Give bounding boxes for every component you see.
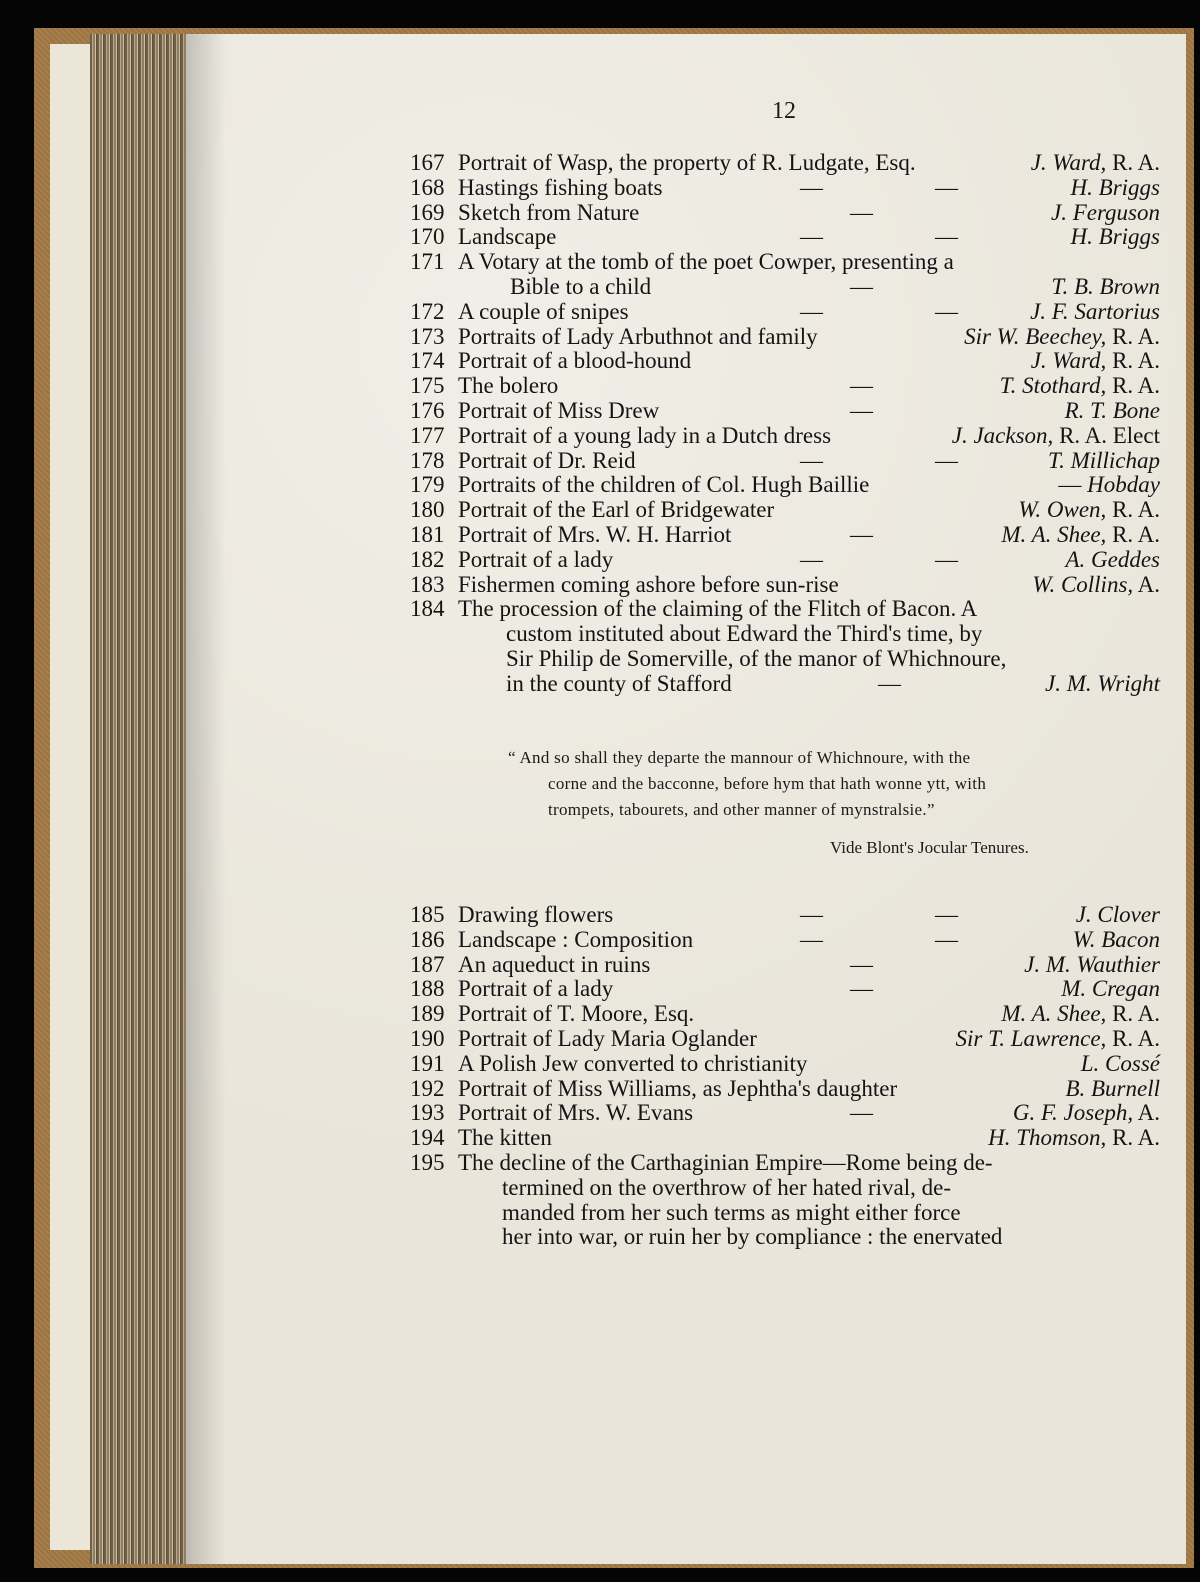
artist-suffix: R. A. <box>1106 497 1160 523</box>
entry-number: 185 <box>410 902 445 927</box>
entry-title: Hastings fishing boats <box>458 174 663 200</box>
dash-leader: — <box>935 447 958 473</box>
dash-leader: — <box>800 447 823 473</box>
artist-name: H. Briggs <box>1070 174 1160 200</box>
entry-number: 177 <box>410 422 445 448</box>
artist-name: J. Jackson, <box>951 422 1054 448</box>
entry-number: 173 <box>410 323 445 349</box>
entry-title: Portrait of Mrs. W. H. Harriot <box>458 522 732 547</box>
catalogue-entry <box>410 1100 1160 1126</box>
entry-artist <box>1032 572 1160 598</box>
entry-artist <box>1065 547 1160 573</box>
dash-leader: — <box>850 398 873 423</box>
entry-artist <box>1076 902 1160 928</box>
entry-artist <box>1071 224 1160 250</box>
entry-number: 170 <box>410 224 445 250</box>
artist-suffix: R. A. <box>1106 323 1160 349</box>
entry-artist <box>1000 373 1160 399</box>
page-number: 12 <box>772 98 796 124</box>
entry-continuation-line: custom instituted about Edward the Third's time, by <box>506 621 983 647</box>
entry-title: Portraits of the children of Col. Hugh Baillie <box>458 472 870 498</box>
entry-title: Portrait of the Earl of Bridgewater <box>458 497 775 523</box>
catalogue-entry <box>410 1051 1160 1077</box>
entry-title: The bolero <box>458 373 559 399</box>
entry-artist <box>952 423 1160 449</box>
catalogue-entry <box>410 224 1160 250</box>
catalogue-entry <box>410 175 1160 201</box>
entry-number: 167 <box>410 150 445 175</box>
dash-leader: — <box>878 670 901 696</box>
entry-number: 181 <box>410 522 445 547</box>
entry-number: 192 <box>410 1075 445 1101</box>
artist-suffix: R. A. Elect <box>1053 422 1160 448</box>
artist-name: T. Millichap <box>1047 447 1160 473</box>
dash-leader: — <box>850 373 873 399</box>
entry-artist <box>1031 150 1160 176</box>
catalogue-entry <box>410 299 1160 325</box>
catalogue-entry <box>410 952 1160 978</box>
artist-name: W. Bacon <box>1072 926 1160 952</box>
entry-title: A Votary at the tomb of the poet Cowper, presenting a <box>458 249 954 275</box>
entry-title: A Polish Jew converted to christianity <box>458 1050 808 1076</box>
catalogue-entry <box>410 1150 1160 1176</box>
dash-leader: — <box>850 1100 873 1126</box>
dash-leader: — <box>800 224 823 250</box>
entry-number: 174 <box>410 348 445 374</box>
catalogue-entry <box>410 1125 1160 1151</box>
entry-number: 175 <box>410 373 445 399</box>
entry-artist <box>1001 522 1160 548</box>
dash-leader: — <box>935 174 958 200</box>
artist-name: J. Ward, <box>1030 150 1107 175</box>
entry-number: 183 <box>410 571 445 597</box>
entry-continuation-line: manded from her such terms as might either force <box>502 1199 961 1225</box>
dash-leader: — <box>850 199 873 225</box>
entry-artist <box>1065 398 1160 424</box>
entry-artist <box>1048 448 1160 474</box>
entry-number: 168 <box>410 174 445 200</box>
catalogue-entry <box>410 472 1160 498</box>
entry-title: Fishermen coming ashore before sun-rise <box>458 571 839 597</box>
entry-artist <box>1073 927 1160 953</box>
entry-number: 182 <box>410 546 445 572</box>
artist-name: J. Ferguson <box>1050 199 1160 225</box>
artist-suffix: A. <box>1133 1100 1160 1126</box>
catalogue-entry <box>410 423 1160 449</box>
entry-number: 169 <box>410 199 445 225</box>
entry-artist <box>1001 1001 1160 1027</box>
catalogue-entry <box>410 1026 1160 1052</box>
entry-artist <box>1051 274 1160 300</box>
catalogue-entry <box>410 497 1160 523</box>
catalogue-entry <box>410 1076 1160 1102</box>
catalogue-entry <box>410 902 1160 928</box>
entry-artist <box>1013 1100 1160 1126</box>
artist-name: M. Cregan <box>1061 976 1160 1002</box>
entry-artist <box>1051 200 1160 226</box>
artist-name: J. M. Wauthier <box>1024 951 1160 977</box>
artist-suffix: A. <box>1133 571 1160 597</box>
entry-artist <box>1065 1076 1160 1102</box>
entry-number: 193 <box>410 1100 445 1126</box>
quote-line: “ And so shall they departe the mannour of Whichnoure, with the <box>508 748 971 767</box>
catalogue-entry <box>410 324 1160 350</box>
artist-suffix: R. A. <box>1106 522 1160 547</box>
entry-title: A couple of snipes <box>458 298 629 324</box>
catalogue-entry <box>410 596 1160 622</box>
dash-leader: — <box>800 926 823 952</box>
entry-number: 184 <box>410 596 445 622</box>
entry-continuation-line: Sir Philip de Somerville, of the manor of Whichnoure, <box>506 646 1007 671</box>
artist-name: Hobday <box>1087 472 1160 498</box>
artist-name: W. Owen, <box>1018 497 1107 523</box>
entry-title: The kitten <box>458 1125 552 1151</box>
artist-prefix: — <box>1058 472 1088 498</box>
entry-number: 186 <box>410 926 445 952</box>
entry-number: 188 <box>410 976 445 1002</box>
quote-line: corne and the bacconne, before hym that hath wonne ytt, with <box>548 774 987 793</box>
dash-leader: — <box>935 926 958 952</box>
artist-suffix: R. A. <box>1106 1001 1160 1027</box>
entry-artist: J. M. Wright <box>1045 670 1160 696</box>
artist-name: L. Cossé <box>1080 1050 1160 1076</box>
entry-title: The procession of the claiming of the Flitch of Bacon. A <box>458 596 978 622</box>
entry-artist <box>1024 952 1160 978</box>
dash-leader: — <box>800 546 823 572</box>
dash-leader: — <box>800 902 823 927</box>
artist-name: M. A. Shee, <box>1001 1001 1107 1027</box>
catalogue-entry <box>410 976 1160 1002</box>
entry-number: 187 <box>410 951 445 977</box>
entry-title: Portrait of Lady Maria Oglander <box>458 1026 757 1051</box>
dash-leader: — <box>800 298 823 324</box>
artist-name: Sir W. Beechey, <box>964 323 1107 349</box>
dash-leader: — <box>850 951 873 977</box>
dash-leader: — <box>935 224 958 250</box>
entry-title: Portrait of Dr. Reid <box>458 447 636 473</box>
page-gutter-shadow <box>186 34 226 1564</box>
catalogue-entry <box>410 1001 1160 1027</box>
entry-number: 191 <box>410 1050 445 1076</box>
artist-name: M. A. Shee, <box>1001 522 1107 547</box>
catalogue-entry <box>410 274 1160 300</box>
entry-number: 190 <box>410 1026 445 1051</box>
artist-name: J. Clover <box>1075 902 1160 927</box>
catalogue-entry <box>410 348 1160 374</box>
entry-artist <box>1081 1051 1160 1077</box>
dash-leader: — <box>850 274 873 299</box>
flyleaf <box>50 44 95 1550</box>
catalogue-entry <box>410 547 1160 573</box>
entry-artist <box>1018 497 1160 523</box>
entry-title: Portrait of a blood-hound <box>458 348 692 374</box>
entry-number: 171 <box>410 249 445 275</box>
entry-title: Portraits of Lady Arbuthnot and family <box>458 323 818 349</box>
catalogue-entry <box>410 927 1160 953</box>
quote-source: Vide Blont's Jocular Tenures. <box>830 838 1029 857</box>
entry-number: 172 <box>410 298 445 324</box>
catalogue-entry <box>410 398 1160 424</box>
artist-suffix: R. A. <box>1106 348 1160 374</box>
dash-leader: — <box>935 902 958 927</box>
entry-title: Portrait of T. Moore, Esq. <box>458 1001 695 1027</box>
artist-name: G. F. Joseph, <box>1012 1100 1134 1126</box>
entry-number: 194 <box>410 1125 445 1151</box>
entry-title: Portrait of Miss Drew <box>458 398 660 423</box>
dash-leader: — <box>850 976 873 1002</box>
entry-title: Portrait of Wasp, the property of R. Ludgate, Esq. <box>458 150 916 175</box>
artist-suffix: R. A. <box>1106 1125 1160 1151</box>
entry-title: Portrait of a lady <box>458 546 614 572</box>
entry-title: Portrait of a young lady in a Dutch dress <box>458 422 832 448</box>
entry-title: Landscape <box>458 224 557 250</box>
entry-title: Sketch from Nature <box>458 199 640 225</box>
entry-title: Portrait of a lady <box>458 976 614 1002</box>
catalogue-entry <box>410 150 1160 176</box>
entry-title: An aqueduct in ruins <box>458 951 651 977</box>
catalogue-entry <box>410 522 1160 548</box>
quote-line: trompets, tabourets, and other manner of mynstralsie.” <box>548 800 935 819</box>
catalogue-entry <box>410 200 1160 226</box>
artist-name: A. Geddes <box>1065 546 1160 572</box>
entry-artist <box>1071 175 1160 201</box>
entry-number: 178 <box>410 447 445 473</box>
entry-title: Bible to a child <box>510 274 652 299</box>
entry-title: Landscape : Composition <box>458 926 694 952</box>
artist-name: W. Collins, <box>1032 571 1134 597</box>
entry-artist <box>1061 976 1160 1002</box>
entry-artist <box>956 1026 1160 1052</box>
artist-name: R. T. Bone <box>1064 398 1160 423</box>
entry-artist <box>988 1125 1160 1151</box>
entry-title: Portrait of Mrs. W. Evans <box>458 1100 694 1126</box>
artist-name: T. Stothard, <box>999 373 1107 399</box>
entry-continuation-line: her into war, or ruin her by compliance : the enervated <box>502 1224 1003 1250</box>
artist-suffix: R. A. <box>1106 373 1160 399</box>
page-edges <box>90 34 190 1564</box>
artist-name: B. Burnell <box>1065 1075 1160 1101</box>
entry-continuation-line: termined on the overthrow of her hated rival, de- <box>502 1174 951 1200</box>
entry-number: 176 <box>410 398 445 423</box>
dash-leader: — <box>800 174 823 200</box>
artist-suffix: R. A. <box>1106 150 1160 175</box>
entry-number: 195 <box>410 1150 445 1175</box>
artist-name: H. Briggs <box>1070 224 1160 250</box>
entry-artist <box>1031 348 1160 374</box>
entry-continuation-line: in the county of Stafford <box>506 670 732 696</box>
artist-name: T. B. Brown <box>1051 274 1160 299</box>
entry-title: Portrait of Miss Williams, as Jephtha's daughter <box>458 1075 898 1101</box>
artist-name: H. Thomson, <box>988 1125 1107 1151</box>
dash-leader: — <box>935 546 958 572</box>
catalogue-entry <box>410 249 1160 275</box>
artist-name: J. Ward, <box>1030 348 1107 374</box>
entry-artist <box>964 324 1160 350</box>
entry-artist <box>1030 299 1160 325</box>
catalogue-entry <box>410 448 1160 474</box>
artist-suffix: R. A. <box>1106 1026 1160 1051</box>
entry-title: Drawing flowers <box>458 902 614 927</box>
dash-leader: — <box>935 298 958 324</box>
artist-name: Sir T. Lawrence, <box>955 1026 1107 1051</box>
dash-leader: — <box>850 522 873 547</box>
artist-name: J. F. Sartorius <box>1030 298 1160 324</box>
catalogue-entry <box>410 373 1160 399</box>
entry-artist <box>1058 472 1160 498</box>
entry-number: 189 <box>410 1001 445 1027</box>
catalogue-entry <box>410 572 1160 598</box>
entry-number: 180 <box>410 497 445 523</box>
entry-title: The decline of the Carthaginian Empire—Rome being de- <box>458 1150 993 1175</box>
entry-number: 179 <box>410 472 445 498</box>
